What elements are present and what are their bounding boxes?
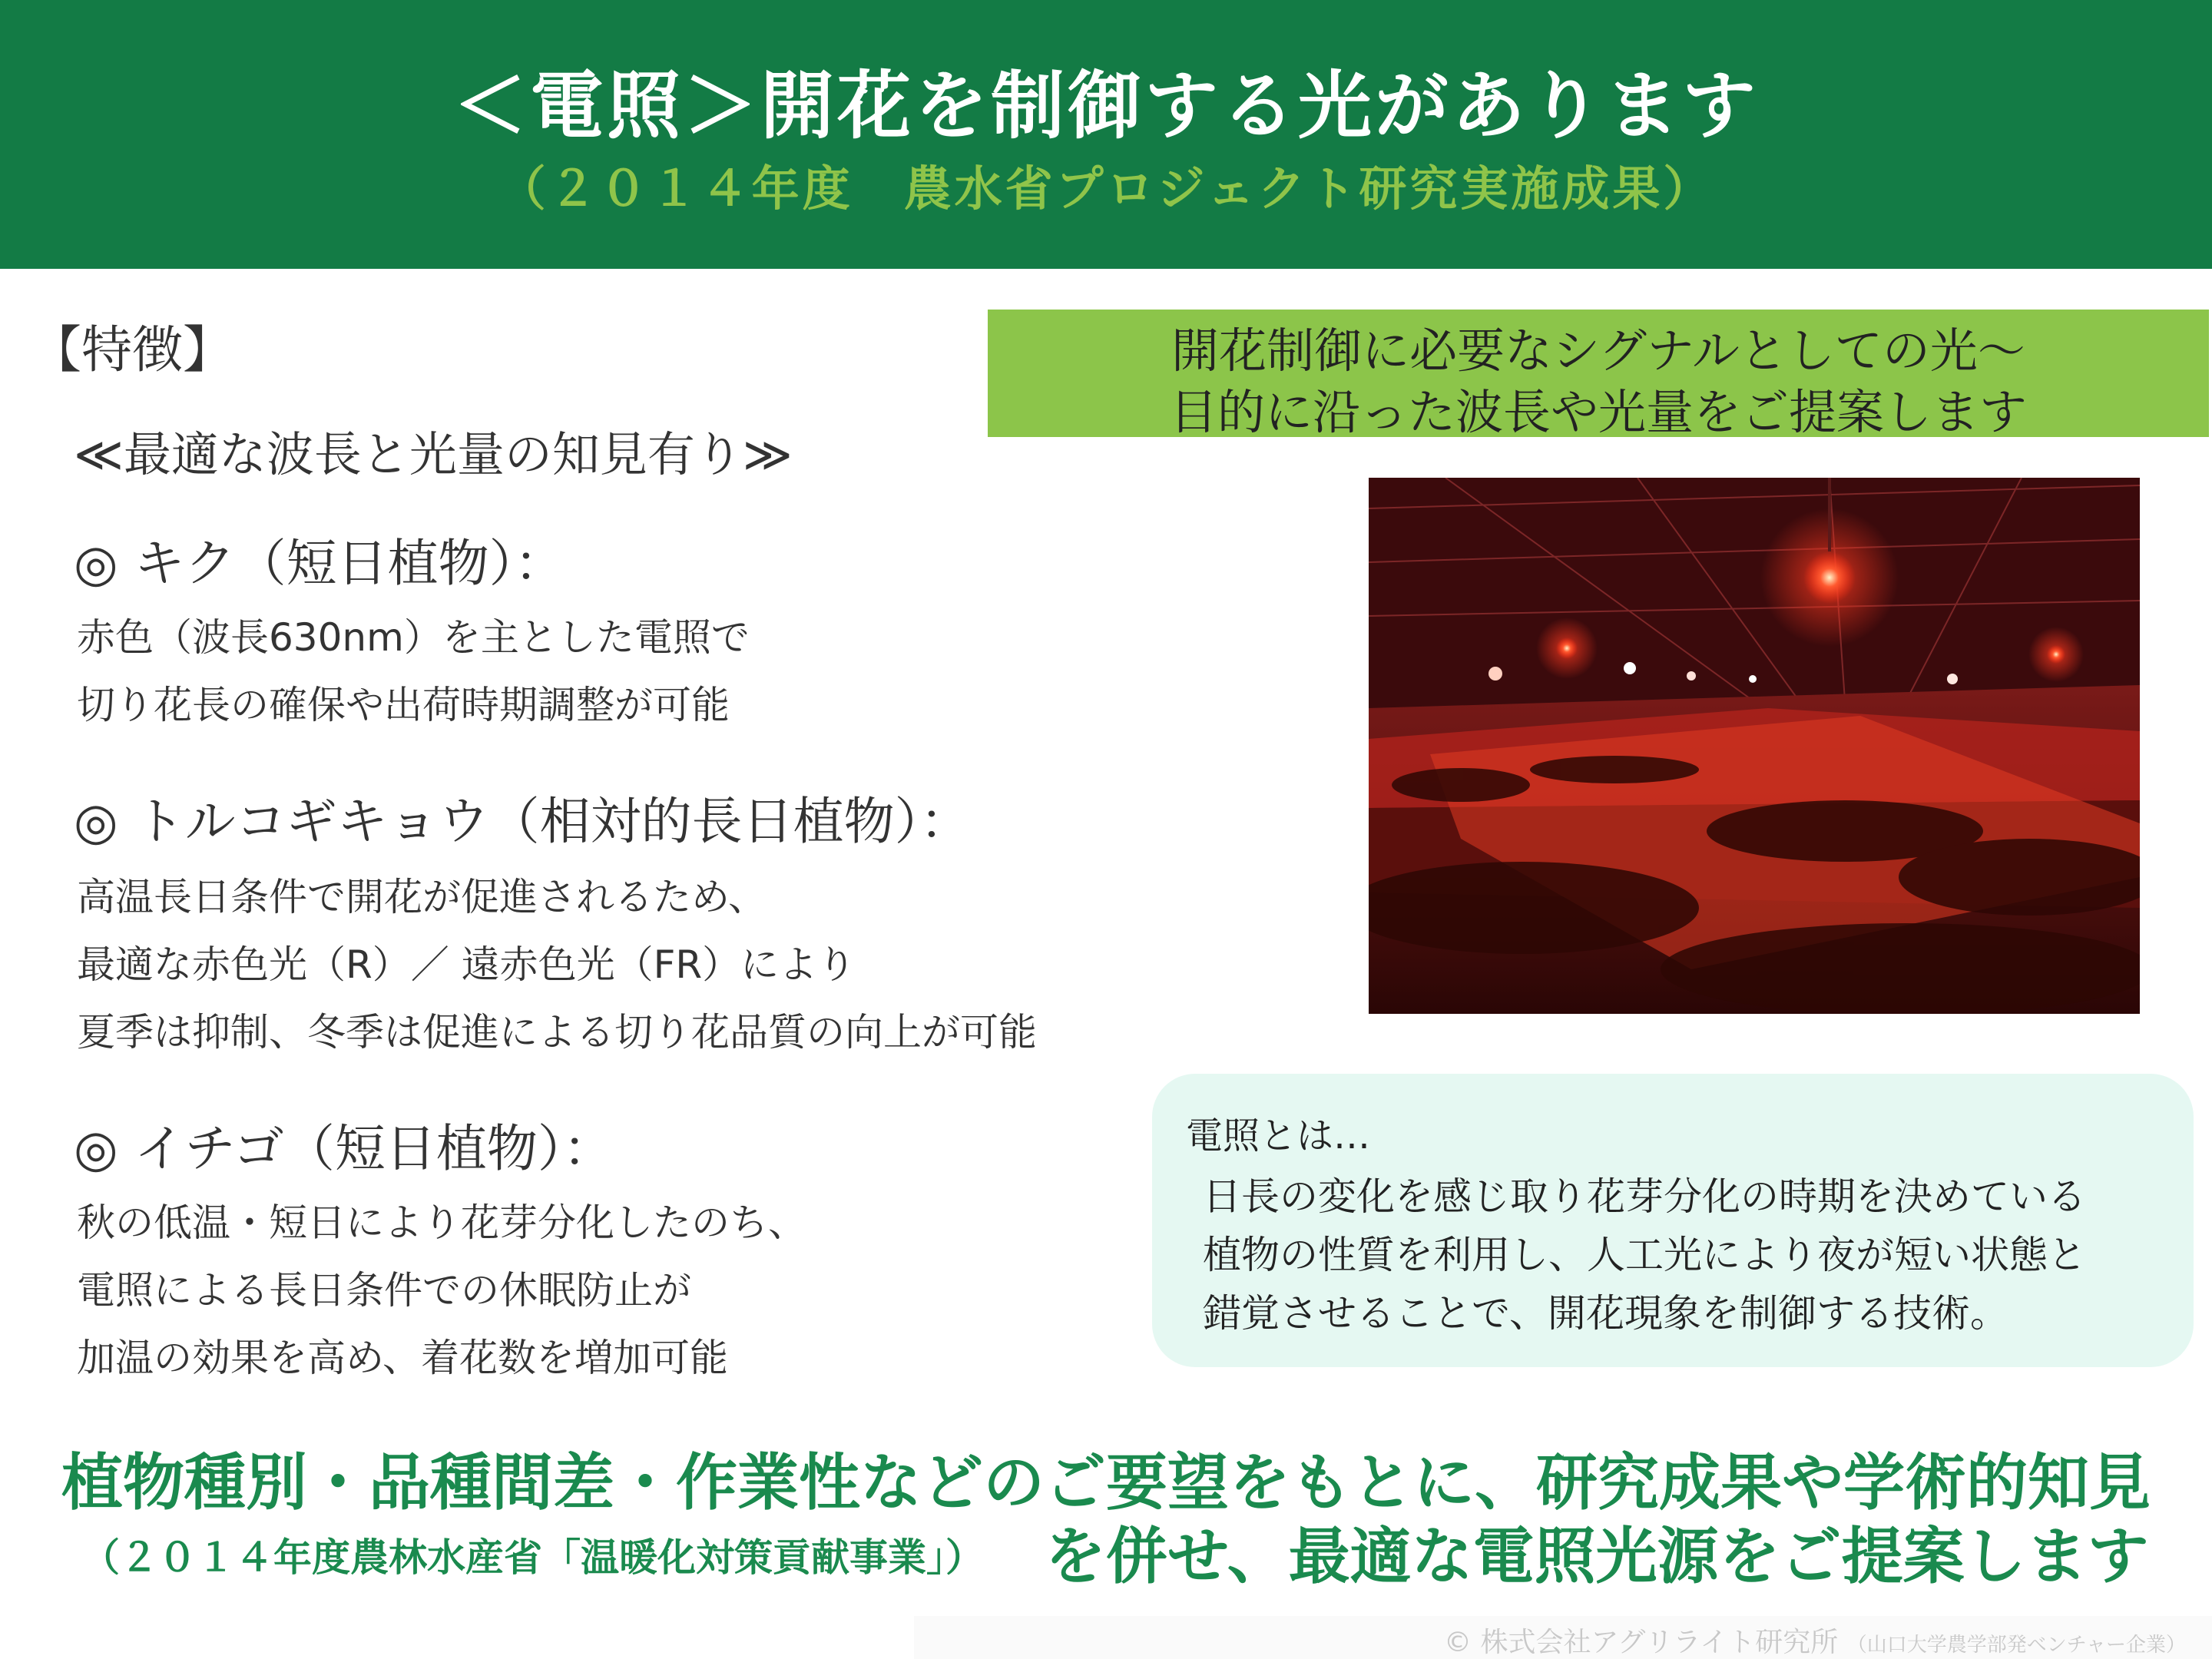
signal-line-1: 開花制御に必要なシグナルとしての光～ — [1171, 323, 2025, 379]
signal-callout — [988, 310, 2209, 440]
page-title: ＜電照＞開花を制御する光があります — [453, 63, 1759, 149]
crop-line: 高温長日条件で開花が促進されるため、 — [77, 875, 767, 919]
crop-line: 夏季は抑制、冬季は促進による切り花品質の向上が可能 — [77, 1010, 1037, 1055]
page-subtitle: （２０１４年度 農水省プロジェクト研究実施成果） — [498, 161, 1714, 217]
crop-line: 電照による長日条件での休眠防止が — [77, 1268, 691, 1313]
crop-heading-eustoma: ◎ トルコギキョウ（相対的長日植物）： — [74, 792, 971, 851]
info-callout — [1152, 1074, 2194, 1367]
crop-line: 最適な赤色光（R）／ 遠赤色光（FR）により — [77, 942, 856, 987]
features-heading: 【特徴】 — [31, 320, 233, 379]
copyright-note: （山口大学農学部発ベンチャー企業） — [1846, 1634, 2186, 1657]
copyright-main: © 株式会社アグリライト研究所 — [1444, 1627, 1839, 1658]
copyright-bar — [914, 1616, 2212, 1659]
crop-line: 加温の効果を高め、着花数を増加可能 — [77, 1336, 728, 1380]
crop-line: 赤色（波長630nm）を主とした電照で — [77, 615, 750, 660]
crop-line: 切り花長の確保や出荷時期調整が可能 — [77, 683, 730, 727]
header-banner — [0, 0, 2212, 269]
greenhouse-photo — [1369, 478, 2140, 1014]
bottom-message-line2: を併せ、最適な電照光源をご提案します — [1045, 1521, 2149, 1592]
copyright-text — [1444, 1621, 2186, 1659]
info-line: 植物の性質を利用し、人工光により夜が短い状態と — [1203, 1233, 2086, 1277]
crop-line: 秋の低温・短日により花芽分化したのち、 — [77, 1200, 806, 1245]
info-line: 錯覚させることで、開花現象を制御する技術。 — [1203, 1291, 2008, 1336]
bottom-message-line1: 植物種別・品種間差・作業性などのご要望をもとに、研究成果や学術的知見 — [61, 1447, 2151, 1518]
signal-line-2: 目的に沿った波長や光量をご提案します — [1169, 384, 2027, 440]
info-line: 日長の変化を感じ取り花芽分化の時期を決めている — [1203, 1174, 2086, 1219]
crop-heading-kiku: ◎ キク（短日植物）： — [74, 534, 565, 593]
bottom-message-note: （２０１４年度農林水産省「温暖化対策貢献事業」） — [81, 1535, 984, 1580]
features-subheading: ≪最適な波長と光量の知見有り≫ — [74, 426, 793, 482]
crop-heading-strawberry: ◎ イチゴ（短日植物）： — [74, 1119, 614, 1178]
info-title: 電照とは… — [1186, 1114, 1371, 1157]
